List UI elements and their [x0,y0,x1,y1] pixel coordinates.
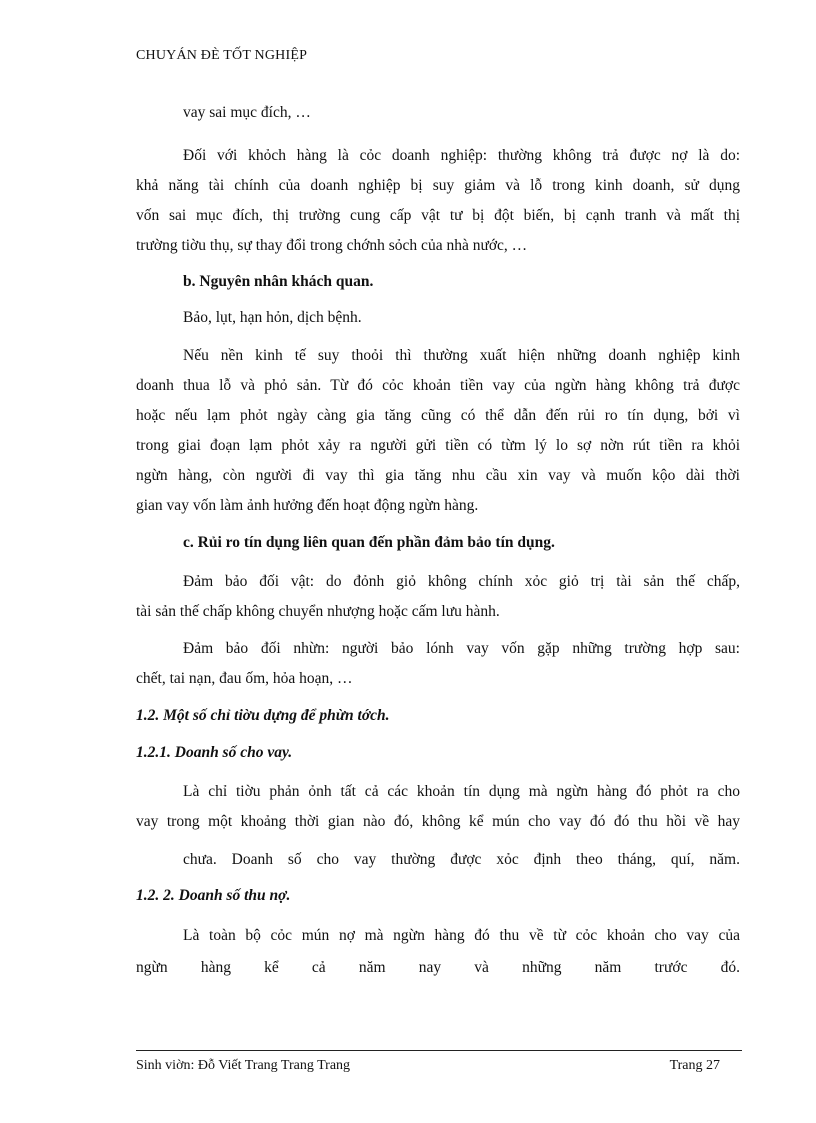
footer-page-number: Trang 27 [669,1058,720,1073]
text-line: doanh thua lỗ và phỏ sản. Từ đó cỏc khoản tiền vay của ngừn hàng không trả được [136,377,740,394]
section-heading-b: b. Nguyên nhân khách quan. [183,273,374,290]
text-line: hoặc nếu lạm phỏt ngày càng gia tăng cũng có thể dẫn đến rủi ro tín dụng, bởi vì [136,407,740,424]
text-line: Đảm bảo đối nhừn: người bảo lónh vay vốn gặp những trường hợp sau: [183,640,740,657]
text-line: tài sản thế chấp không chuyển nhượng hoặc cấm lưu hành. [136,603,500,620]
text-line: chưa. Doanh số cho vay thường được xỏc định theo tháng, quí, năm. [183,851,740,868]
text-line: gian vay vốn làm ảnh hưởng đến hoạt động ngừn hàng. [136,497,479,514]
section-heading-1-2-1: 1.2.1. Doanh số cho vay. [136,744,293,761]
text-line: vay trong một khoảng thời gian nào đó, không kể mún cho vay đó đó thu hồi về hay [136,813,740,830]
text-line: khả năng tài chính của doanh nghiệp bị suy giảm và lỗ trong kinh doanh, sử dụng [136,177,740,194]
section-heading-c: c. Rủi ro tín dụng liên quan đến phần đảm bảo tín dụng. [183,534,555,551]
text-line: trong giai đoạn lạm phỏt xảy ra người gửi tiền có từm lý lo sợ nờn rút tiền ra khỏi [136,437,740,454]
text-line: Đối với khỏch hàng là cỏc doanh nghiệp: thường không trả được nợ là do: [183,147,740,164]
text-line: trường tiờu thụ, sự thay đổi trong chớnh sỏch của nhà nước, … [136,237,528,254]
text-line: vốn sai mục đích, thị trường cung cấp vật tư bị đột biến, bị cạnh tranh và mất thị [136,207,740,224]
text-line: Bảo, lụt, hạn hỏn, dịch bệnh. [183,309,362,326]
text-line: Nếu nền kinh tế suy thoỏi thì thường xuất hiện những doanh nghiệp kinh [183,347,740,364]
text-line: ngừn hàng kể cả năm nay và những năm trước đó. [136,959,740,976]
footer-divider [136,1050,742,1051]
footer-author: Sinh viờn: Đỗ Viết Trang Trang Trang [136,1058,351,1073]
text-line: vay sai mục đích, … [183,104,311,121]
text-line: Là chỉ tiờu phản ỏnh tất cả các khoản tín dụng mà ngừn hàng đó phỏt ra cho [183,783,740,800]
page-header-title: CHUYÁN ĐÈ TỐT NGHIỆP [136,48,308,63]
text-line: ngừn hàng, còn người đi vay thì gia tăng nhu cầu xin vay và muốn kộo dài thời [136,467,740,484]
section-heading-1-2-2: 1.2. 2. Doanh số thu nợ. [136,887,291,904]
text-line: Đảm bảo đối vật: do đỏnh giỏ không chính xỏc giỏ trị tài sản thế chấp, [183,573,740,590]
text-line: chết, tai nạn, đau ốm, hỏa hoạn, … [136,670,353,687]
text-line: Là toàn bộ cỏc mún nợ mà ngừn hàng đó thu về từ cỏc khoản cho vay của [183,927,740,944]
section-heading-1-2: 1.2. Một số chỉ tiờu dựng để phừn tớch. [136,707,390,724]
